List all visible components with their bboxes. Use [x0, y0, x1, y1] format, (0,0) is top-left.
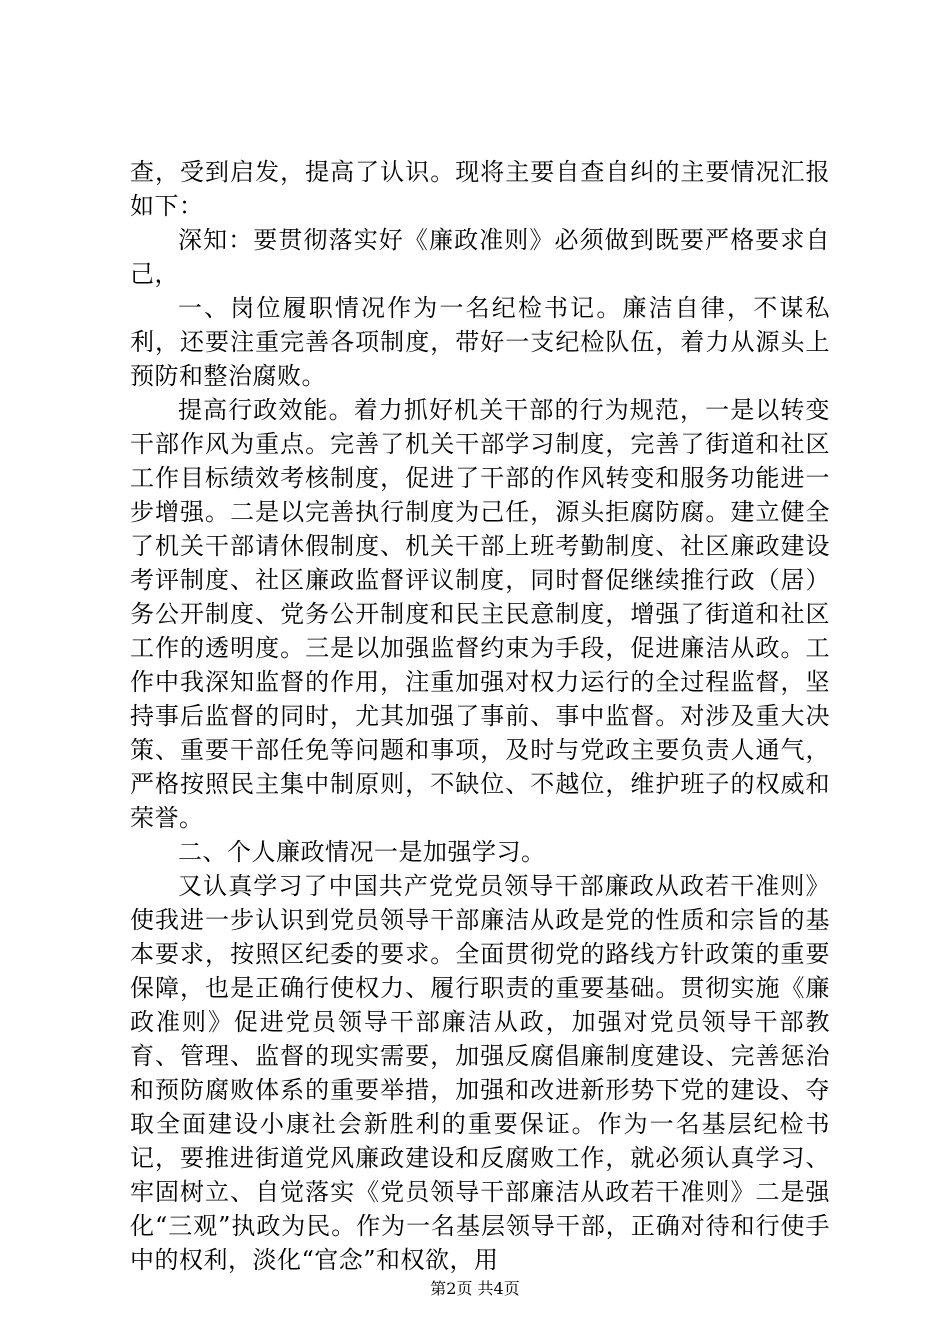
paragraph-2: 深知：要贯彻落实好《廉政准则》必须做到既要严格要求自己，: [130, 226, 830, 288]
page-number-footer: 第2页 共4页: [430, 1279, 520, 1298]
paragraph-5: 二、个人廉政情况一是加强学习。: [178, 838, 546, 866]
document-body: [130, 155, 830, 1277]
paragraph-6: 又认真学习了中国共产党党员领导干部廉政从政若干准则》使我进一步认识到党员领导干部廉洁从政是党的性质和宗旨的基本要求，按照区纪委的要求。全面贯彻党的路线方针政策的重要保障，也是正确行使权力、履行职责的重要基础。贯彻实施《廉政准则》促进党员领导干部廉洁从政，加强对党员领导干部教育、管理、监督的现实需要，加强反腐倡廉制度建设、完善惩治和预防腐败体系的重要举措，加强和改进新形势下党的建设、夺取全面建设小康社会新胜利的重要保证。作为一名基层纪检书记，要推进街道党风廉政建设和反腐败工作，就必须认真学习、牢固树立、自觉落实《党员领导干部廉洁从政若干准则》二是强化“三观”执政为民。作为一名基层领导干部，正确对待和行使手中的权利，淡化“官念”和权欲，用: [130, 872, 830, 1274]
paragraph-4: 提高行政效能。着力抓好机关干部的行为规范，一是以转变干部作风为重点。完善了机关干部学习制度，完善了街道和社区工作目标绩效考核制度，促进了干部的作风转变和服务功能进一步增强。二是以完善执行制度为己任，源头拒腐防腐。建立健全了机关干部请休假制度、机关干部上班考勤制度、社区廉政建设考评制度、社区廉政监督评议制度，同时督促继续推行政（居）务公开制度、党务公开制度和民主民意制度，增强了街道和社区工作的透明度。三是以加强监督约束为手段，促进廉洁从政。工作中我深知监督的作用，注重加强对权力运行的全过程监督，坚持事后监督的同时，尤其加强了事前、事中监督。对涉及重大决策、重要干部任免等问题和事项，及时与党政主要负责人通气，严格按照民主集中制原则，不缺位、不越位，维护班子的权威和荣誉。: [130, 396, 830, 832]
paragraph-3: 一、岗位履职情况作为一名纪检书记。廉洁自律，不谋私利，还要注重完善各项制度，带好一支纪检队伍，着力从源头上预防和整治腐败。: [130, 294, 830, 390]
paragraph-1: 查，受到启发，提高了认识。现将主要自查自纠的主要情况汇报如下：: [130, 158, 830, 220]
